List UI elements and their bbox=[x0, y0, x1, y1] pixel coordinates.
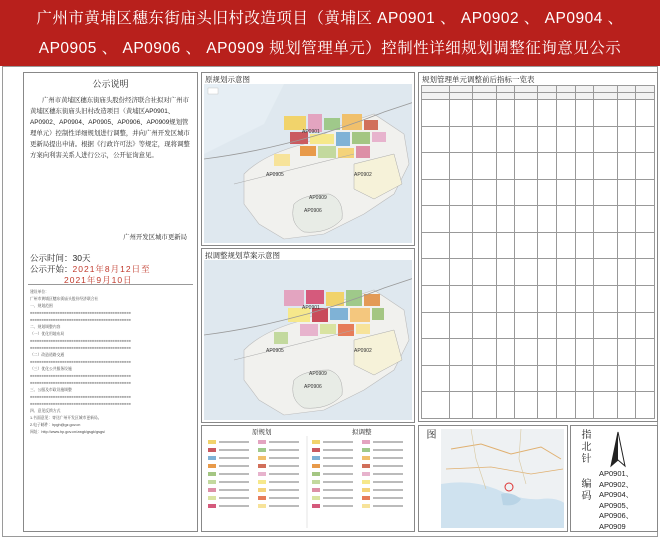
period-value: 30天 bbox=[72, 253, 91, 263]
adjusted-plan-panel bbox=[201, 248, 415, 423]
fine-line: 建设单位： bbox=[30, 290, 49, 294]
fine-line: 四、意见反馈方式 bbox=[30, 409, 61, 413]
code-item: AP0909 bbox=[599, 521, 626, 531]
original-plan-map bbox=[204, 84, 412, 243]
code-title: 编码 bbox=[579, 478, 590, 502]
table-row bbox=[422, 100, 655, 127]
notice-title: 公示说明 bbox=[92, 79, 129, 89]
table-row bbox=[422, 392, 655, 419]
fine-line: 二、规划调整内容 bbox=[30, 325, 61, 329]
map-label-ap0906: AP0906 bbox=[304, 384, 322, 390]
fine-line: 2.电子邮件：hpgh@gz.gov.cn bbox=[30, 423, 81, 427]
table-row bbox=[422, 179, 655, 206]
map-label-ap0901: AP0901 bbox=[302, 305, 320, 311]
north-arrow-icon bbox=[603, 430, 633, 470]
fine-line: 广州市黄埔区穗东街庙头股份经济联合社 bbox=[30, 297, 99, 301]
issuer: 广州开发区城市更新局 bbox=[123, 234, 187, 241]
table-row bbox=[422, 365, 655, 392]
code-item: AP0902、 bbox=[599, 479, 634, 489]
indicator-table-panel bbox=[418, 72, 658, 422]
compass-code-panel bbox=[570, 425, 658, 532]
unit-codes bbox=[599, 469, 633, 532]
fine-line: （三）优化公共服务设施 bbox=[30, 367, 72, 371]
table-row bbox=[422, 153, 655, 180]
fine-line: （二）改造道路交通 bbox=[30, 353, 65, 357]
notice-column bbox=[23, 72, 198, 532]
notice-dates bbox=[30, 253, 151, 286]
title-line-2: AP0905 、 AP0906 、 AP0909 规划管理单元）控制性详细规划调整征询意见公示 bbox=[38, 40, 622, 57]
period-label: 公示时间： bbox=[30, 253, 73, 263]
legend-panel bbox=[201, 425, 415, 532]
code-item: AP0901、 bbox=[599, 469, 634, 478]
adjusted-plan-map bbox=[204, 260, 412, 420]
title-line-1: 广州市黄埔区穗东街庙头旧村改造项目（黄埔区 AP0901 、 AP0902 、 AP0904 、 bbox=[36, 10, 624, 27]
fine-print: 建设单位： 广州市黄埔区穗东街庙头股份经济联合社 一、规划范围 ■■■■■■■■■■■■■■■■■■■■■■■■■■■■■■■■■■■■■■■■■■■■ ■■■■■■■■■■■■■■■■■■■■■■■■■■■■■■■■■■■■■■■■■■■■ 二、规划调整内容 （一）优化用地布局 ■■■■■■■■■■■■■■■■■■■■■■■■■■■■■■■■■■■■■■■■■■■■ ■■■■■■■■■■■■■■■■■■■■■■■■■■■■■■■■■■■■■■■■■■■■ （二）改造道路交通 ■■■■■■■■■■■■■■■■■■■■■■■■■■■■■■■■■■■■■■■■■■■■ （三）优化公共服务设施 ■■■■■■■■■■■■■■■■■■■■■■■■■■■■■■■■■■■■■■■■■■■■ ■■■■■■■■■■■■■■■■■■■■■■■■■■■■■■■■■■■■■■■■■■■■ 三、公服及市政设施调整 ■■■■■■■■■■■■■■■■■■■■■■■■■■■■■■■■■■■■■■■■■■■■ ■■■■■■■■■■■■■■■■■■■■■■■■■■■■■■■■■■■■■■■■■■■■ 四、意见反馈方式 1.书面意见：寄送广州开发区城市更新局。 2.电子邮件：hpgh@gz.gov.cn 网址：http://www.hp.gov.cn/zwgk/gsgk/gsgs/ bbox=[30, 289, 191, 527]
notice-body: 广州市黄埔区穗东街庙头股份经济联合社拟对广州市黄埔区穗东街庙头旧村改造项目（黄埔区AP0901、AP0902、AP0904、AP0905、AP0906、AP0909规划管理单元）控制性详细规划进行调整，并向广州开发区城市更新局提出申请。根据《行政许可法》等规定，现将调整方案向利害关系人进行公示，公开征询意见。 bbox=[30, 97, 190, 159]
map-label-ap0909: AP0909 bbox=[309, 371, 327, 377]
table-row bbox=[422, 286, 655, 313]
map-label-ap0902: AP0902 bbox=[354, 172, 372, 178]
start-date: 2021年8月12日至 bbox=[72, 264, 151, 274]
legend-swatches bbox=[204, 436, 412, 530]
table-row bbox=[422, 86, 655, 93]
fine-line: 一、规划范围 bbox=[30, 304, 53, 308]
location-map bbox=[441, 429, 564, 528]
divider bbox=[28, 284, 193, 285]
adjusted-plan-title: 拟调整规划草案示意图 bbox=[205, 251, 280, 260]
map-label-ap0905: AP0905 bbox=[266, 172, 284, 178]
fine-line: 三、公服及市政设施调整 bbox=[30, 388, 72, 392]
table-row bbox=[422, 312, 655, 339]
table-row bbox=[422, 259, 655, 286]
map-label-ap0902: AP0902 bbox=[354, 348, 372, 354]
end-date: 2021年9月10日 bbox=[64, 275, 133, 285]
fine-line: 1.书面意见：寄送广州开发区城市更新局。 bbox=[30, 416, 102, 420]
page-header bbox=[0, 0, 660, 66]
fine-line: （一）优化用地布局 bbox=[30, 332, 65, 336]
start-label: 公示开始： bbox=[30, 264, 73, 274]
legend-adjusted-title: 拟调整 bbox=[352, 429, 372, 436]
map-label-ap0905: AP0905 bbox=[266, 348, 284, 354]
map-label-ap0906: AP0906 bbox=[304, 208, 322, 214]
table-row bbox=[422, 232, 655, 259]
compass-title: 指北针 bbox=[579, 429, 590, 465]
location-map-title: 图 bbox=[424, 429, 435, 441]
indicator-table bbox=[421, 85, 655, 419]
original-plan-title: 原规划示意图 bbox=[205, 75, 250, 84]
code-item: AP0904、 bbox=[599, 490, 634, 499]
map-label-ap0901: AP0901 bbox=[302, 129, 320, 135]
table-row bbox=[422, 126, 655, 153]
original-plan-panel bbox=[201, 72, 415, 246]
table-row bbox=[422, 206, 655, 233]
fine-line: 网址：http://www.hp.gov.cn/zwgk/gsgk/gsgs/ bbox=[30, 430, 106, 434]
code-item: AP0905、 bbox=[599, 500, 634, 510]
indicator-table-title: 规划管理单元调整前后指标一览表 bbox=[422, 75, 535, 84]
legend-original-title: 原规划 bbox=[252, 429, 272, 436]
table-row bbox=[422, 93, 655, 100]
code-item: AP0906、 bbox=[599, 511, 634, 520]
table-row bbox=[422, 339, 655, 366]
location-map-panel bbox=[418, 425, 568, 532]
map-label-ap0909: AP0909 bbox=[309, 195, 327, 201]
